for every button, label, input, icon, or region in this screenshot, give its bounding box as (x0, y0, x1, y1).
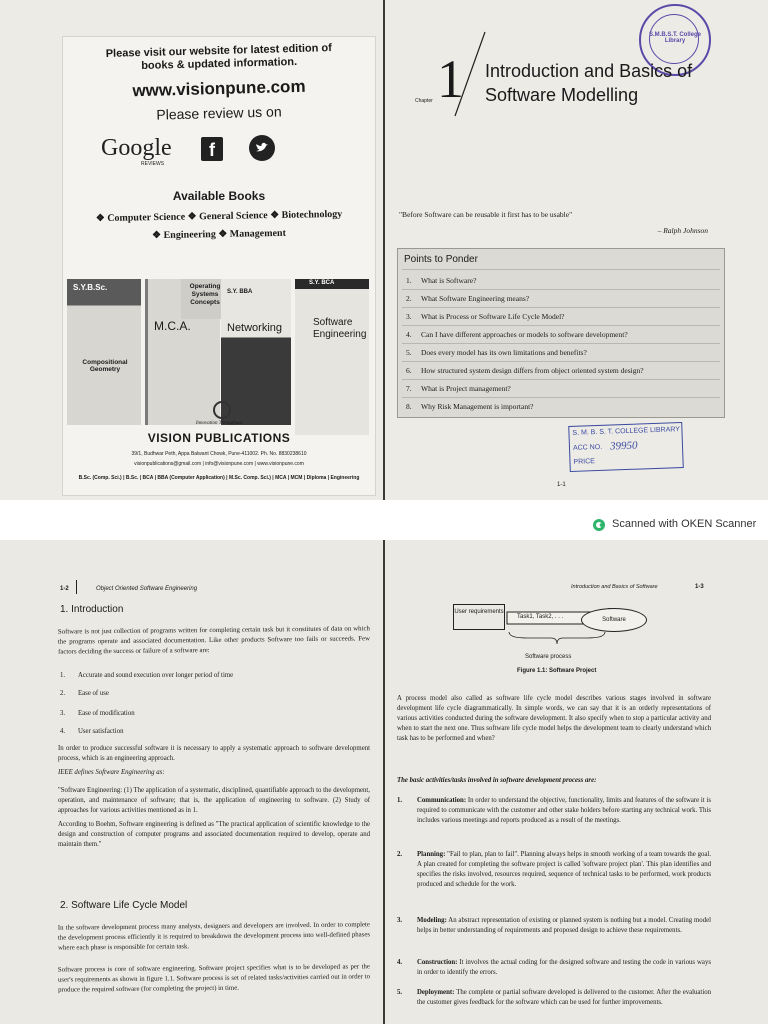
ponder-item: 4. Can I have different approaches or models to software development? (406, 330, 628, 339)
available-books-title: Available Books (172, 189, 266, 203)
ponder-item: 1. What is Software? (406, 276, 477, 285)
subjects-row-2: ❖ Engineering ❖ Management (152, 227, 286, 242)
page-number: 1-1 (557, 482, 566, 488)
facebook-icon[interactable]: f (201, 137, 223, 161)
subjects-row-1: ❖ Computer Science ❖ General Science ❖ Biotechnology (95, 208, 343, 225)
chapter-label: Chapter (415, 98, 433, 104)
factor-item: 2. Ease of use (60, 690, 109, 697)
process-brace (507, 630, 607, 646)
boehm-definition: According to Boehm, Software engineering is defined as "The practical application of scientific knowledge to the design and construction of computer programs and associated documentation required to develop, operate and maintain them." (58, 821, 370, 848)
ieee-intro: IEEE defines Software Engineering as: (58, 769, 165, 776)
acc-label: ACC NO. (572, 443, 603, 452)
review-text: Please review us on (156, 103, 282, 123)
task-list-label: Task1, Task2, . . . (517, 614, 564, 620)
scanner-watermark-band (0, 500, 768, 540)
vision-logo (76, 580, 95, 594)
publisher-name: VISION PUBLICATIONS (147, 431, 291, 445)
sdlc-paragraph: In the software development process many analysts, designers and developers are involved. In order to complete the development process efficiently it is required to breakdown the development process into well-defined phases where each phase is responsible for certain task. (57, 921, 371, 952)
basic-activities-heading: The basic activities/tasks involved in software development process are: (397, 777, 597, 784)
section-heading-introduction: 1. Introduction (60, 604, 124, 615)
seal-text: S.M.B.S.T. College Library (648, 32, 701, 44)
google-logo (101, 135, 191, 169)
price-label: PRICE (573, 458, 596, 466)
google-word: Google (101, 135, 172, 161)
book-title: M.C.A. (154, 319, 191, 333)
section-heading-sdlc: 2. Software Life Cycle Model (60, 900, 188, 911)
page-bottom-left (0, 540, 383, 1024)
ponder-item: 5. Does every model has its own limitations and benefits? (406, 348, 587, 357)
factor-item: 4. User satisfaction (60, 728, 124, 735)
page-top-right (385, 0, 768, 500)
quote-author: – Ralph Johnson (657, 226, 708, 235)
book-series: S.Y. BBA (227, 289, 253, 295)
page-number: 1-3 (695, 584, 704, 590)
running-head: Object Oriented Software Engineering (96, 586, 198, 592)
publisher-address: 39/1, Budhwar Peth, Appa Balwant Chowk, Pune-411002. Ph. No. 8830238610 (131, 451, 307, 457)
process-model-paragraph: A process model also called as software life cycle model describes various stages involved in software development life cycle diagrammatically. In simple words, we can say that it is an orderly representations of various activities conducted during the software development. It also specify when to stop a particular activity and when to start the next one. Thus software life cycle model helps the development team to clearly understand which task has to be performed and when? (397, 695, 711, 742)
programs-list: B.Sc. (Comp. Sci.) | B.Sc. | BCA | BBA (Computer Application) | M.Sc. Comp. Sci.) | MCA | MCM | Diploma | Engineering (78, 475, 360, 481)
book-cover (295, 279, 369, 435)
book-cover (67, 279, 141, 425)
chapter-number: 1 (437, 49, 464, 109)
ponder-item: 7. What is Project management? (406, 384, 511, 393)
activity-item: 3. Modeling: An abstract representation of existing or planned system is nothing but a model. Creating model helps in better understanding of requirements and proposed design to achieve these requirements. (397, 917, 712, 934)
page-bottom-right (385, 540, 768, 1024)
book-title: Compositional Geometry (82, 359, 128, 373)
advertisement (62, 36, 376, 496)
twitter-icon[interactable] (249, 135, 275, 161)
process-paragraph: Software process is core of software engineering. Software project specifies what is to be developed as per the user's requirements as shown in figure 1.1. Software process is set of related tasks/activities carried out in order to produce the required software (for completing the project) in time. (57, 963, 371, 994)
publisher-tagline: Innovation Throughout (195, 421, 243, 426)
software-ellipse: Software (581, 608, 647, 632)
activity-item: 1. Communication: In order to understand the objective, functionality, limits and features of the software it is required to communicate with the customer and other stake holders before starting any technical work. This includes various meetings and reports produced as a result of the meetings. (397, 797, 711, 824)
library-stamp (568, 422, 684, 472)
running-head: Introduction and Basics of Software (571, 584, 658, 590)
oken-logo-icon (592, 518, 606, 532)
book-title: Networking (227, 322, 283, 334)
systematic-paragraph: In order to produce successful software it is necessary to apply a systematic approach to software development process, which is an engineering approach. (58, 745, 370, 762)
ponder-item: 3. What is Process or Software Life Cycle Model? (406, 312, 565, 321)
page-number: 1-2 (60, 586, 69, 592)
factor-item: 3. Ease of modification (60, 710, 135, 717)
scanner-text: Scanned with OKEN Scanner (612, 518, 757, 530)
ad-url[interactable]: www.visionpune.com (132, 76, 306, 101)
activity-item: 4. Construction: It involves the actual coding for the designed software and testing the code in various ways in order to identify the errors. (397, 959, 711, 976)
points-to-ponder-box (397, 248, 725, 418)
publisher-emails: visionpublications@gmail.com | info@visionpune.com | www.visionpune.com (134, 461, 304, 467)
page-top-left (0, 0, 383, 500)
google-reviews-label: REVIEWS (141, 161, 165, 167)
user-requirements-box: User requirements (453, 604, 505, 630)
publisher-logo (213, 401, 231, 419)
figure-caption: Figure 1.1: Software Project (517, 668, 597, 674)
chapter-slash (447, 30, 487, 120)
chapter-title-line1: Introduction and Basics of (485, 61, 693, 81)
ieee-definition: "Software Engineering: (1) The application of a systematic, disciplined, quantifiable approach to the development, operation, and maintenance of software; that is, the application of engineering to software. (2) Study of approaches for various activities mentioned as in 1. (58, 787, 370, 814)
software-process-label: Software process (525, 654, 572, 660)
book-series: S.Y.B.Sc. (73, 283, 108, 292)
acc-number: 39950 (609, 439, 638, 453)
ponder-item: 2. What Software Engineering means? (406, 294, 530, 303)
chapter-quote: "Before Software can be reusable it first has to be usable" (399, 210, 573, 219)
book-cover (221, 279, 291, 425)
book-title: Operating Systems Concepts (189, 283, 221, 306)
ad-header: Please visit our website for latest edition of books & updated information. (105, 42, 333, 73)
library-stamp-name: S. M. B. S. T. COLLEGE LIBRARY (572, 426, 681, 437)
book-title: Software Engineering (313, 317, 367, 340)
intro-paragraph: Software is not just collection of programs written for completing certain task but it constitutes of data on which the programs operate and associated documentation. Like other products Software too fails or succeeds. Few factors deciding the success or failure of a software are: (57, 625, 371, 656)
factor-item: 1. Accurate and sound execution over longer period of time (60, 672, 234, 679)
ponder-item: 8. Why Risk Management is important? (406, 402, 534, 411)
chapter-title-line2: Software Modelling (485, 85, 639, 105)
ponder-title: Points to Ponder (404, 254, 478, 265)
book-series: S.Y. BCA (309, 280, 335, 286)
activity-item: 5. Deployment: The complete or partial software developed is delivered to the customer. After the evaluation the customer gives feedback for the software which can be used for further improvements. (397, 989, 712, 1006)
ponder-item: 6. How structured system design differs from object oriented system design? (406, 366, 644, 375)
activity-item: 2. Planning: "Fail to plan, plan to fail". Planning always helps in smooth working of a team towards the goal. A plan created for completing the software project is called 'software project plan'. This plan identifies and specifies the risks involved, resources required, sequence of technical tasks to be performed, work products produced and schedule for the work. (397, 851, 712, 888)
